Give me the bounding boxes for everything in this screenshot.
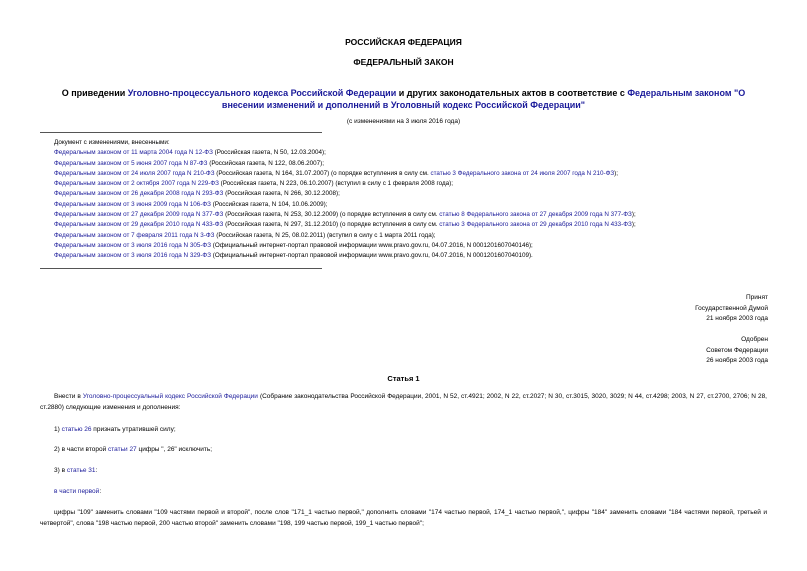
title-link-amendments[interactable]: "О внесении изменений и дополнений в Уголовный кодекс Российской Федерации" (221, 88, 746, 110)
article-item-1 (40, 424, 767, 435)
amendment-link[interactable]: Федеральным законом от 3 июня 2009 года N 106-ФЗ (54, 200, 211, 208)
amendment-source: (Российская газета, N 104, 10.06.2009); (210, 200, 328, 208)
amendment-link[interactable]: Федеральным законом от 7 февраля 2011 года N 3-ФЗ (54, 231, 215, 239)
title-link-federal-law[interactable]: Федеральным законом (627, 88, 732, 98)
law-type-heading: ФЕДЕРАЛЬНЫЙ ЗАКОН (353, 57, 454, 67)
list-item (54, 189, 794, 199)
changes-note: (с изменениями на 3 июля 2016 года) (346, 118, 461, 125)
item-text: 2) в части второй (54, 446, 109, 453)
approved-body: Советом Федерации (706, 346, 768, 354)
list-item (54, 241, 794, 251)
title-text-1: О приведении (61, 88, 128, 98)
divider-top (40, 132, 322, 133)
title-link-code[interactable]: Уголовно-процессуального кодекса Российской Федерации (127, 88, 397, 98)
amendment-source: (Российская газета, N 122, 08.06.2007); (207, 159, 324, 167)
amendment-source-end: ); (631, 211, 636, 219)
article-26-link[interactable]: статью 26 (61, 426, 92, 433)
article-item-2 (40, 444, 767, 455)
article-31-link[interactable]: статье 31 (66, 467, 96, 474)
amendment-source: (Российская газета, N 164, 31.07.2007) (о порядке вступления в силу см. (214, 169, 431, 177)
list-item (54, 148, 794, 158)
item-text: признать утратившей силу; (91, 426, 176, 433)
item-text: 1) (54, 426, 62, 433)
amendment-article-link[interactable]: статью 3 Федерального закона от 29 декабря 2010 года N 433-ФЗ (439, 221, 632, 229)
amendment-link[interactable]: Федеральным законом от 11 марта 2004 года N 12-ФЗ (54, 149, 213, 157)
accepted-label: Принят (745, 294, 768, 301)
list-item (54, 200, 794, 210)
country-heading: РОССИЙСКАЯ ФЕДЕРАЦИЯ (345, 37, 462, 47)
amendment-link[interactable]: Федеральным законом от 5 июня 2007 года N 87-ФЗ (54, 159, 208, 167)
item-text: цифры ", 26" исключить; (136, 446, 213, 453)
approved-label: Одобрен (741, 336, 768, 343)
item-text: 3) в (54, 467, 67, 474)
list-item (54, 159, 794, 169)
article-heading: Статья 1 (387, 374, 420, 383)
amendment-article-link[interactable]: статью 8 Федерального закона от 27 декабря 2009 года N 377-ФЗ (439, 211, 632, 219)
accepted-body: Государственной Думой (695, 304, 768, 312)
amendment-source: (Российская газета, N 253, 30.12.2009) (о порядке вступления в силу см. (223, 211, 440, 219)
item-text: : (95, 467, 98, 474)
amendment-source: (Официальный интернет-портал правовой информации www.pravo.gov.ru, 04.07.2016, N 0001201607040109). (211, 252, 533, 260)
list-item (54, 231, 794, 241)
amendment-source-end: ); (631, 221, 636, 229)
amendment-source: (Российская газета, N 50, 12.03.2004); (212, 149, 326, 157)
amendment-list-intro: Документ с изменениями, внесенными: (54, 139, 170, 146)
code-link[interactable]: Уголовно-процессуальный кодекс Российской Федерации (82, 393, 258, 400)
amendment-link[interactable]: Федеральным законом от 3 июля 2016 года N 329-ФЗ (54, 252, 212, 260)
divider-bottom (40, 268, 322, 269)
amendment-article-link[interactable]: статью 3 Федерального закона от 24 июля 2007 года N 210-ФЗ (430, 169, 615, 177)
approved-date: 26 ноября 2003 года (706, 357, 768, 364)
article-item-3 (40, 465, 767, 476)
approved-block (706, 335, 768, 367)
article-last-paragraph: цифры "109" заменить словами "109 частями первой и второй", после слов "171_1 частью первой," дополнить словами "174 частью первой, 174_1 частью первой,", цифры "184" заменить словами "184 частями первой, третьей и четвертой", слова "198 частью первой, 200 частью второй" заменить словами "198, 199 частью первой, 199_1 частью первой"; (40, 509, 767, 527)
amendment-source: (Официальный интернет-портал правовой информации www.pravo.gov.ru, 04.07.2016, N 0001201607040146); (211, 241, 533, 249)
list-item (54, 251, 794, 261)
amendment-source: (Российская газета, N 266, 30.12.2008); (223, 190, 340, 198)
amendment-source: (Российская газета, N 25, 08.02.2011) (вступил в силу с 1 марта 2011 года); (214, 231, 436, 239)
item-text: : (99, 488, 102, 495)
amendment-list (54, 138, 794, 262)
article-intro-paragraph (40, 391, 767, 413)
amendment-link[interactable]: Федеральным законом от 3 июля 2016 года N 305-ФЗ (54, 241, 212, 249)
amendment-link[interactable]: Федеральным законом от 2 октября 2007 года N 229-ФЗ (54, 180, 219, 188)
paragraph-text: Внести в (54, 393, 83, 400)
paragraph-text: (Собрание законодательства Российской Федерации, 2001, N 52, ст.4921; 2002, N 22, ст.2027; N 30, ст.3015, 3020, 3029; N 44, ст.4298; 2003, N 27, ст.2700, 2706; N 28, ст.2880) следующие изменения и дополнения: (40, 393, 767, 411)
article-item-4 (40, 486, 767, 497)
part-one-link[interactable]: в части первой (54, 488, 100, 495)
list-item (54, 169, 794, 179)
document-title (40, 87, 767, 111)
amendment-link[interactable]: Федеральным законом от 27 декабря 2009 года N 377-ФЗ (54, 211, 224, 219)
list-item (54, 220, 794, 230)
amendment-source: (Российская газета, N 297, 31.12.2010) (о порядке вступления в силу см. (223, 221, 440, 229)
article-27-link[interactable]: статьи 27 (108, 446, 137, 453)
amendment-link[interactable]: Федеральным законом от 24 июля 2007 года N 210-ФЗ (54, 169, 215, 177)
amendment-source-end: ); (614, 169, 619, 177)
amendment-link[interactable]: Федеральным законом от 29 декабря 2010 года N 433-ФЗ (54, 221, 224, 229)
list-item (54, 179, 794, 189)
title-text-2: и других законодательных актов в соответствие с (396, 88, 628, 98)
amendment-link[interactable]: Федеральным законом от 26 декабря 2008 года N 293-ФЗ (54, 190, 224, 198)
accepted-date: 21 ноября 2003 года (706, 315, 768, 322)
list-item (54, 210, 794, 220)
accepted-block (695, 293, 768, 325)
amendment-source: (Российская газета, N 223, 06.10.2007) (вступил в силу с 1 февраля 2008 года); (218, 180, 454, 188)
